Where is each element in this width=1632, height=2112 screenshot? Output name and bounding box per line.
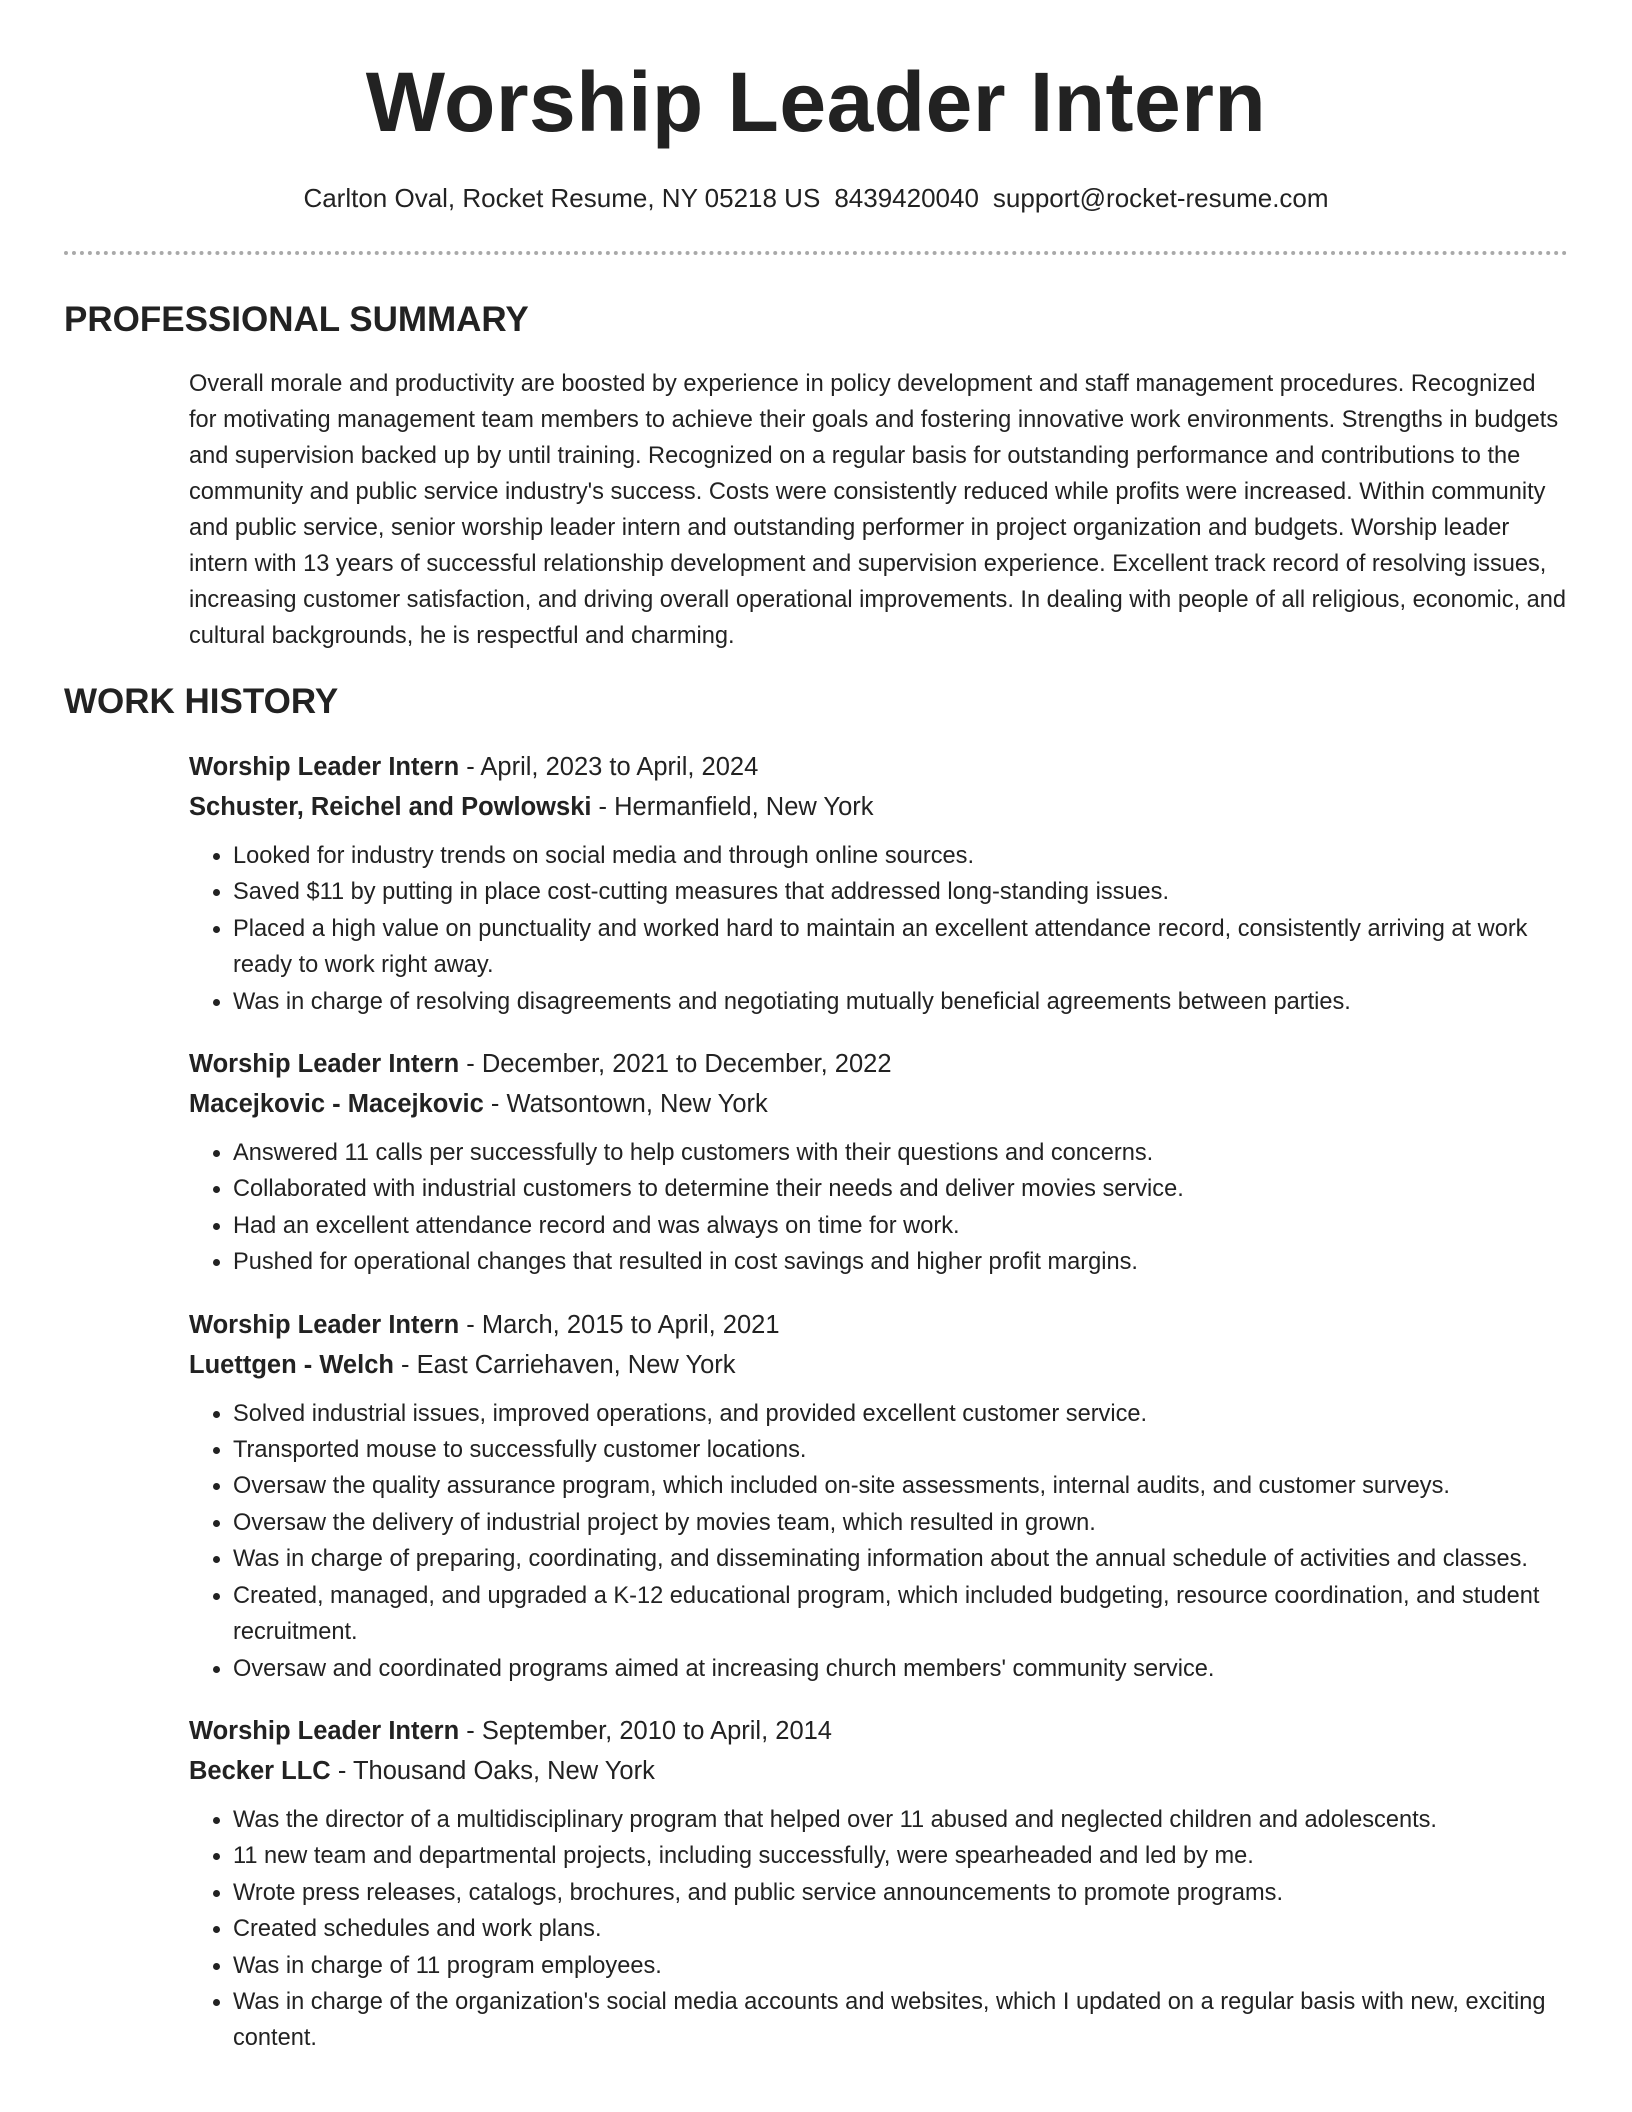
contact-email: support@rocket-resume.com [992,183,1329,213]
job-bullet: • Was in charge of resolving disagreements and negotiating mutually beneficial agreements between parties. [233,984,1569,1020]
job-separator: - [459,1716,482,1745]
job-title-line [189,1044,1569,1084]
job-bullet: • 11 new team and departmental projects, including successfully, were spearheaded and led by me. [233,1838,1569,1874]
job-title-line [189,747,1569,787]
job-position: Worship Leader Intern [189,1310,460,1339]
job-bullet: • Collaborated with industrial customers to determine their needs and deliver movies service. [233,1171,1569,1207]
job-location: Thousand Oaks, New York [352,1756,655,1785]
job-company: Macejkovic - Macejkovic [189,1090,484,1119]
job-bullet: • Created schedules and work plans. [233,1911,1569,1947]
header-divider [64,251,1568,255]
job-bullet: • Oversaw the delivery of industrial project by movies team, which resulted in grown. [233,1505,1569,1541]
job-company-line [189,1751,1569,1791]
job-bullet: • Saved $11 by putting in place cost-cutting measures that addressed long-standing issues. [233,874,1569,910]
job-bullet: • Looked for industry trends on social media and through online sources. [233,838,1569,874]
summary-text: Overall morale and productivity are boosted by experience in policy development and staff management procedures. Recognized for motivating management team members to achieve their goals and fostering innovative work environments. Strengths in budgets and supervision backed up by until training. Recognized on a regular basis for outstanding performance and contributions to the community and public service industry's success. Costs were consistently reduced while profits were increased. Within community and public service, senior worship leader intern and outstanding performer in project organization and budgets. Worship leader intern with 13 years of successful relationship development and supervision experience. Excellent track record of resolving issues, increasing customer satisfaction, and driving overall operational improvements. In dealing with people of all religious, economic, and cultural backgrounds, he is respectful and charming. [189,371,1567,649]
job-company-line [189,1345,1569,1385]
job-bullet: • Answered 11 calls per successfully to help customers with their questions and concerns. [233,1135,1569,1171]
job-separator: - [459,753,481,781]
job-separator: - [459,1050,482,1079]
job-bullet: • Was the director of a multidisciplinary program that helped over 11 abused and neglected children and adolescents. [233,1802,1569,1838]
job-separator: - [459,1310,482,1339]
section-title-work-history: WORK HISTORY [64,682,339,721]
job-bullet: • Solved industrial issues, improved operations, and provided excellent customer service. [233,1396,1569,1432]
job-location: Watsontown, New York [506,1090,768,1119]
job-bullet: • Was in charge of preparing, coordinating, and disseminating information about the annual schedule of activities and classes. [233,1541,1569,1577]
job-bullet: • Was in charge of the organization's social media accounts and websites, which I updated on a regular basis with new, exciting content. [233,1984,1569,2057]
job-dates: April, 2023 to April, 2024 [480,753,759,781]
contact-info [0,181,1632,215]
job-location: East Carriehaven, New York [416,1350,736,1379]
job-company-line [189,787,1569,827]
job-bullets [189,1135,1569,1281]
job-bullet: • Transported mouse to successfully customer locations. [233,1432,1569,1468]
contact-address: Carlton Oval, Rocket Resume, NY 05218 US [303,183,821,213]
job-bullet: • Had an excellent attendance record and was always on time for work. [233,1208,1569,1244]
job-position: Worship Leader Intern [189,753,460,781]
job-entry [189,1711,1569,2057]
job-bullet: • Was in charge of 11 program employees. [233,1948,1569,1984]
job-separator: - [330,1756,353,1785]
job-company: Luettgen - Welch [189,1350,394,1379]
job-company-line [189,1084,1569,1124]
job-bullet: • Oversaw the quality assurance program, which included on-site assessments, internal audits, and customer surveys. [233,1468,1569,1504]
job-dates: December, 2021 to December, 2022 [481,1050,892,1079]
job-dates: September, 2010 to April, 2014 [481,1716,832,1745]
job-location: Hermanfield, New York [614,793,874,821]
job-position: Worship Leader Intern [189,1050,460,1079]
work-history-list [189,747,1569,2081]
job-bullet: • Placed a high value on punctuality and worked hard to maintain an excellent attendance record, consistently arriving at work ready to work right away. [233,911,1569,984]
job-dates: March, 2015 to April, 2021 [481,1310,780,1339]
job-separator: - [591,793,615,821]
job-bullet: • Created, managed, and upgraded a K-12 educational program, which included budgeting, resource coordination, and student recruitment. [233,1578,1569,1651]
job-bullets [189,1802,1569,2057]
job-title-line [189,1305,1569,1345]
job-bullet: • Oversaw and coordinated programs aimed at increasing church members' community service. [233,1651,1569,1687]
page-title: Worship Leader Intern [365,55,1267,149]
job-bullets [189,1396,1569,1687]
job-position: Worship Leader Intern [189,1716,460,1745]
contact-phone: 8439420040 [834,183,979,213]
job-separator: - [483,1090,507,1119]
job-bullet: • Wrote press releases, catalogs, brochures, and public service announcements to promote programs. [233,1875,1569,1911]
job-title-line [189,1711,1569,1751]
job-entry [189,747,1569,1020]
job-entry [189,1044,1569,1281]
job-bullets [189,838,1569,1020]
job-company: Becker LLC [189,1756,331,1785]
job-separator: - [393,1350,417,1379]
job-bullet: • Pushed for operational changes that resulted in cost savings and higher profit margins. [233,1244,1569,1280]
job-company: Schuster, Reichel and Powlowski [189,793,592,821]
section-title-summary: PROFESSIONAL SUMMARY [64,300,529,339]
job-entry [189,1305,1569,1687]
